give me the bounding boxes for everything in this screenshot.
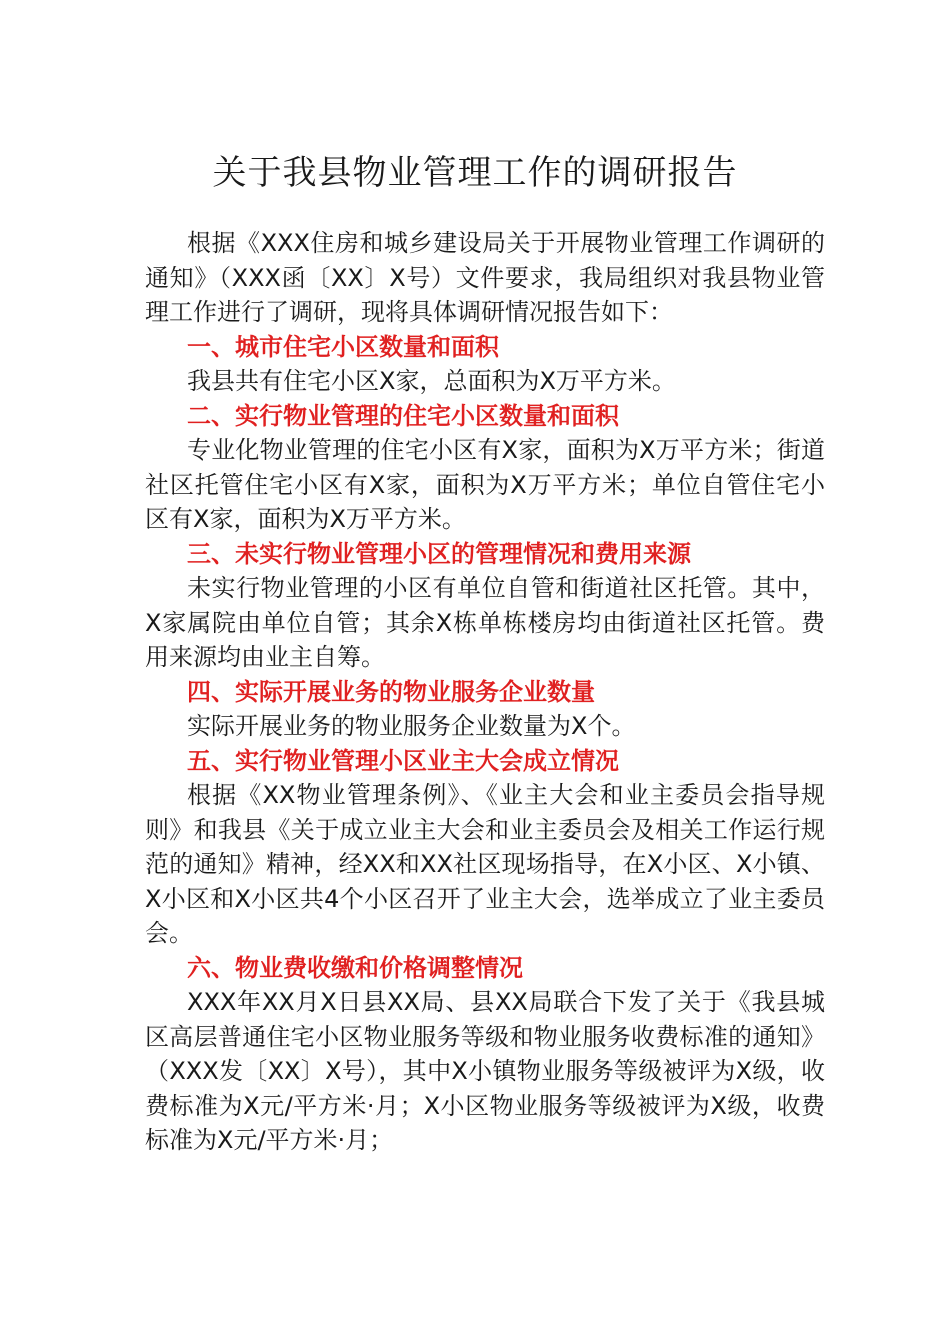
section-content-1: 我县共有住宅小区X家，总面积为X万平方米。 <box>187 367 676 395</box>
document-title: 关于我县物业管理工作的调研报告 <box>212 153 738 193</box>
section-content-5: 根据《XX物业管理条例》、《业主大会和业主委员会指导规则》和我县《关于成立业主大会和业主委员会及相关工作运行规范的通知》精神，经XX和XX社区现场指导，在X小区、X小镇、X小区和X小区共4个小区召开了业主大会，选举成立了业主委员会。 <box>145 781 825 947</box>
document-body <box>145 226 825 1158</box>
section-heading-2: 二、实行物业管理的住宅小区数量和面积 <box>187 401 619 430</box>
section-heading-1: 一、城市住宅小区数量和面积 <box>187 332 499 361</box>
section-heading-3: 三、未实行物业管理小区的管理情况和费用来源 <box>187 539 691 568</box>
section-content-6: XXX年XX月X日县XX局、县XX局联合下发了关于《我县城区高层普通住宅小区物业服务等级和物业服务收费标准的通知》（XXX发〔XX〕X号），其中X小镇物业服务等级被评为X级，收费标准为X元/平方米·月；X小区物业服务等级被评为X级，收费标准为X元/平方米·月； <box>145 988 825 1154</box>
section-content-3: 未实行物业管理的小区有单位自管和街道社区托管。其中，X家属院由单位自管；其余X栋单栋楼房均由街道社区托管。费用来源均由业主自筹。 <box>145 574 825 671</box>
intro-paragraph: 根据《XXX住房和城乡建设局关于开展物业管理工作调研的通知》（XXX函〔XX〕X号）文件要求，我局组织对我县物业管理工作进行了调研，现将具体调研情况报告如下： <box>145 229 825 326</box>
section-heading-4: 四、实际开展业务的物业服务企业数量 <box>187 677 595 706</box>
section-content-4: 实际开展业务的物业服务企业数量为X个。 <box>187 712 636 740</box>
section-heading-6: 六、物业费收缴和价格调整情况 <box>187 953 523 982</box>
section-content-2: 专业化物业管理的住宅小区有X家，面积为X万平方米；街道社区托管住宅小区有X家，面积为X万平方米；单位自管住宅小区有X家，面积为X万平方米。 <box>145 436 825 533</box>
section-heading-5: 五、实行物业管理小区业主大会成立情况 <box>187 746 619 775</box>
